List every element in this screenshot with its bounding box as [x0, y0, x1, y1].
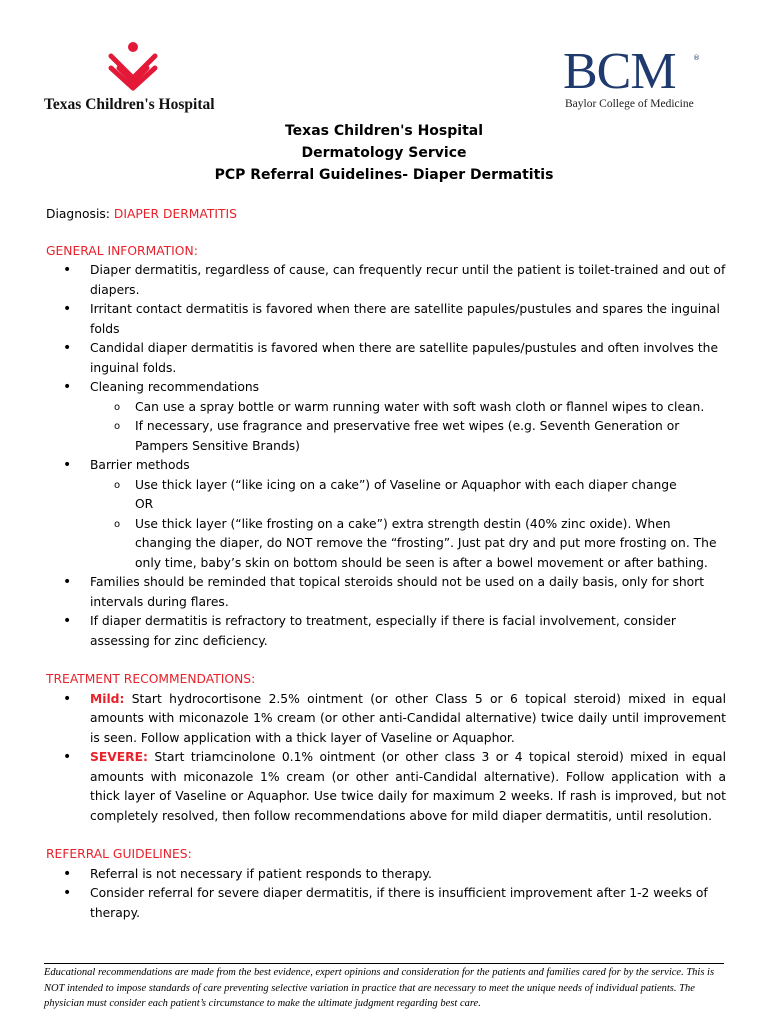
list-item: • Candidal diaper dermatitis is favored when there are satellite papules/pustules and often involves the inguinal folds.	[46, 339, 726, 378]
bcm-logo	[560, 43, 720, 120]
title-line-3: PCP Referral Guidelines- Diaper Dermatitis	[214, 167, 554, 183]
or-separator: OR	[135, 497, 154, 511]
barrier-label: Barrier methods	[90, 458, 190, 472]
list-item: • Consider referral for severe diaper dermatitis, if there is insufficient improvement after 1-2 weeks of therapy.	[46, 884, 726, 923]
bcm-logo-letters: BCM	[563, 43, 676, 100]
severe-label: SEVERE:	[90, 750, 148, 764]
registered-mark: ®	[693, 54, 700, 62]
referral-heading: REFERRAL GUIDELINES:	[46, 847, 192, 861]
diagnosis-value: DIAPER DERMATITIS	[113, 207, 237, 221]
list-item	[46, 748, 726, 826]
tch-heart-logo-icon	[105, 42, 161, 94]
title-line-2: Dermatology Service	[301, 145, 467, 161]
document-body	[46, 205, 726, 923]
referral-list	[46, 865, 726, 924]
title-line-1: Texas Children's Hospital	[284, 123, 484, 139]
sub-list-item	[90, 476, 726, 515]
general-info-list	[46, 261, 726, 651]
footer-divider	[44, 963, 724, 964]
footer-disclaimer: Educational recommendations are made from the best evidence, expert opinions and consideration for the patients and families cared for by the service. This is NOT intended to impose standards of care preventing selective variation in practice that are necessary to meet the unique needs of individual patients. The physician must consider each patient’s circumstance to make the ultimate judgment regarding best care.	[44, 967, 715, 1009]
mild-text: Start hydrocortisone 2.5% ointment (or other Class 5 or 6 topical steroid) mixed in equal amounts with miconazole 1% cream (or other anti-Candidal alternative) twice daily until improvement is seen. Follow application with a thick layer of Vaseline or Aquaphor.	[90, 691, 726, 745]
tch-logo-text: Texas Children's Hospital	[44, 96, 215, 113]
cleaning-sublist	[90, 398, 726, 457]
list-item	[46, 378, 726, 456]
barrier-option-1: Use thick layer (“like icing on a cake”) of Vaseline or Aquaphor with each diaper change	[135, 477, 677, 492]
section-spacer	[46, 651, 726, 670]
list-item: • Referral is not necessary if patient responds to therapy.	[46, 865, 726, 885]
list-item	[46, 456, 726, 573]
severe-text: Start triamcinolone 0.1% ointment (or other class 3 or 4 topical steroid) mixed in equal amounts with miconazole 1% cream (or other anti-Candidal alternative). Follow application with a thick layer of Vaseline or Aquaphor. Use twice daily for maximum 2 weeks. If rash is improved, but not completely resolved, then follow recommendations above for mild diaper dermatitis, until resolution.	[90, 750, 726, 823]
mild-label: Mild:	[90, 691, 125, 706]
list-item	[46, 690, 726, 749]
list-item: • If diaper dermatitis is refractory to treatment, especially if there is facial involvement, consider assessing for zinc deficiency.	[46, 612, 726, 651]
treatment-heading: TREATMENT RECOMMENDATIONS:	[46, 672, 256, 686]
barrier-sublist	[90, 476, 726, 574]
sub-list-item: o If necessary, use fragrance and preservative free wet wipes (e.g. Seventh Generation or Pampers Sensitive Brands)	[90, 417, 726, 456]
bcm-logo-subtitle: Baylor College of Medicine	[565, 98, 694, 110]
list-item: • Families should be reminded that topical steroids should not be used on a daily basis, only for short intervals during flares.	[46, 573, 726, 612]
document-title	[0, 120, 768, 186]
tch-logo	[44, 42, 234, 122]
cleaning-label: Cleaning recommendations	[90, 380, 260, 394]
diagnosis-line	[46, 205, 726, 225]
section-spacer	[46, 826, 726, 845]
diagnosis-label: Diagnosis:	[46, 207, 110, 221]
sub-list-item: o Use thick layer (“like frosting on a cake”) extra strength destin (40% zinc oxide). When changing the diaper, do NOT remove the “frosting”. Just pat dry and put more frosting on. The only time, baby’s skin on bottom should be seen is after a bowel movement or after bathing.	[90, 515, 726, 574]
general-info-heading: GENERAL INFORMATION:	[46, 243, 198, 258]
list-item: • Diaper dermatitis, regardless of cause, can frequently recur until the patient is toilet-trained and out of diapers.	[46, 261, 726, 300]
list-item: • Irritant contact dermatitis is favored when there are satellite papules/pustules and spares the inguinal folds	[46, 300, 726, 339]
sub-list-item: o Can use a spray bottle or warm running water with soft wash cloth or flannel wipes to clean.	[90, 398, 726, 418]
treatment-list	[46, 690, 726, 827]
